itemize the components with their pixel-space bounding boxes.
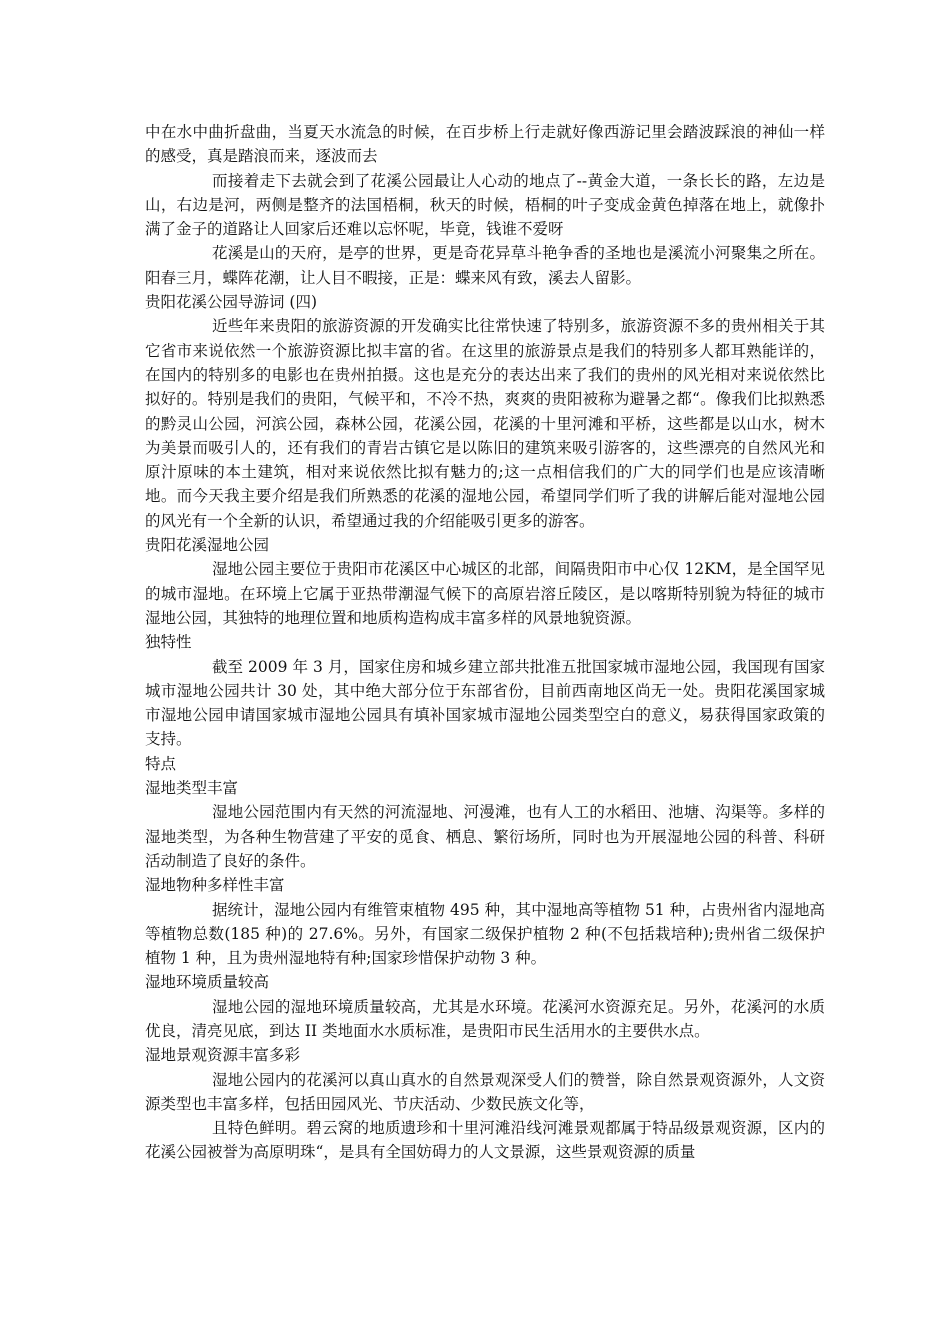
section-heading: 湿地环境质量较高 (145, 973, 270, 992)
section-heading: 湿地物种多样性丰富 (145, 876, 285, 895)
body-paragraph: 近些年来贵阳的旅游资源的开发确实比往常快速了特别多，旅游资源不多的贵州相关于其它省市来说依然一个旅游资源比拟丰富的省。在这里的旅游景点是我们的特别多人都耳熟能详的，在国内的特别多的电影也在贵州拍摄。这也是充分的表达出来了我们的贵州的风光相对来说依然比拟好的。特别是我们的贵阳，气候平和，不冷不热，爽爽的贵阳被称为避暑之都“。像我们比拟熟悉的黔灵山公园，河滨公园，森林公园，花溪公园，花溪的十里河滩和平桥，这些都是以山水，树木为美景而吸引人的，还有我们的青岩古镇它是以陈旧的建筑来吸引游客的，这些漂亮的自然风光和原汁原味的本土建筑，相对来说依然比拟有魅力的;这一点相信我们的广大的同学们也是应该清晰地。而今天我主要介绍是我们所熟悉的花溪的湿地公园，希望同学们听了我的讲解后能对湿地公园的风光有一个全新的认识，希望通过我的介绍能吸引更多的游客。 (145, 317, 825, 530)
body-paragraph: 花溪是山的天府，是亭的世界，更是奇花异草斗艳争香的圣地也是溪流小河聚集之所在。阳春三月，蝶阵花潮，让人目不暇接，正是：蝶来风有致，溪去人留影。 (145, 244, 825, 287)
section-heading: 独特性 (145, 633, 192, 652)
section-heading: 特点 (145, 754, 177, 773)
body-paragraph: 截至 2009 年 3 月，国家住房和城乡建立部共批准五批国家城市湿地公园，我国现有国家城市湿地公园共计 30 处，其中绝大部分位于东部省份，目前西南地区尚无一处。贵阳花溪国家城市湿地公园申请国家城市湿地公园具有填补国家城市湿地公园类型空白的意义，易获得国家政策的支持。 (145, 657, 825, 749)
body-paragraph: 且特色鲜明。碧云窝的地质遗珍和十里河滩沿线河滩景观都属于特品级景观资源，区内的花溪公园被誉为高原明珠“，是具有全国妨碍力的人文景源，这些景观资源的质量 (145, 1119, 825, 1162)
section-heading: 贵阳花溪公园导游词 (四) (145, 293, 318, 312)
section-heading: 湿地景观资源丰富多彩 (145, 1046, 301, 1065)
body-paragraph: 据统计，湿地公园内有维管束植物 495 种，其中湿地高等植物 51 种，占贵州省内湿地高等植物总数(185 种)的 27.6%。另外，有国家二级保护植物 2 种(不包括栽培种);贵州省二级保护植物 1 种，且为贵州湿地特有种;国家珍惜保护动物 3 种。 (145, 900, 825, 968)
body-paragraph: 湿地公园范围内有天然的河流湿地、河漫滩，也有人工的水稻田、池塘、沟渠等。多样的湿地类型，为各种生物营建了平安的觅食、栖息、繁衍场所，同时也为开展湿地公园的科普、科研活动制造了良好的条件。 (145, 803, 825, 870)
document-body (145, 120, 825, 1165)
section-heading: 湿地类型丰富 (145, 779, 239, 798)
section-heading: 贵阳花溪湿地公园 (145, 536, 270, 555)
body-paragraph: 而接着走下去就会到了花溪公园最让人心动的地点了--黄金大道，一条长长的路，左边是山，右边是河，两侧是整齐的法国梧桐，秋天的时候，梧桐的叶子变成金黄色掉落在地上，就像扑满了金子的道路让人回家后还难以忘怀呢，毕竟，钱谁不爱呀 (145, 171, 825, 239)
body-paragraph: 湿地公园内的花溪河以真山真水的自然景观深受人们的赞誉，除自然景观资源外，人文资源类型也丰富多样，包括田园风光、节庆活动、少数民族文化等， (145, 1070, 825, 1113)
body-paragraph: 湿地公园的湿地环境质量较高，尤其是水环境。花溪河水资源充足。另外，花溪河的水质优良，清亮见底，到达 II 类地面水水质标准，是贵阳市民生活用水的主要供水点。 (145, 997, 825, 1040)
body-paragraph: 中在水中曲折盘曲，当夏天水流急的时候，在百步桥上行走就好像西游记里会踏波踩浪的神仙一样的感受，真是踏浪而来，逐波而去 (145, 123, 825, 166)
body-paragraph: 湿地公园主要位于贵阳市花溪区中心城区的北部，间隔贵阳市中心仅 12KM，是全国罕见的城市湿地。在环境上它属于亚热带潮湿气候下的高原岩溶丘陵区，是以喀斯特别貌为特征的城市湿地公园，其独特的地理位置和地质构造构成丰富多样的风景地貌资源。 (145, 560, 825, 627)
